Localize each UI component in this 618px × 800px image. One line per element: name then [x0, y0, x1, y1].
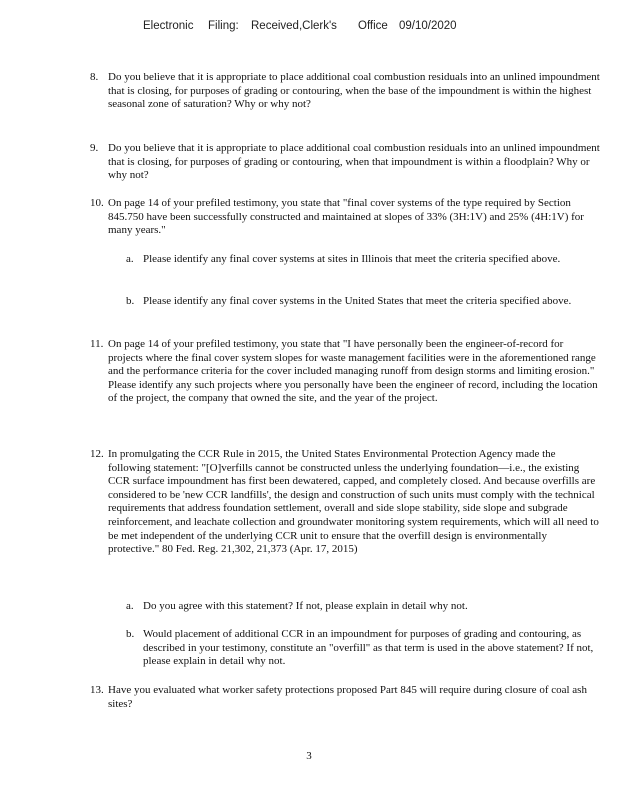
question-9 — [90, 142, 600, 183]
header-office: Office — [358, 20, 388, 32]
question-10-sub-a — [126, 253, 596, 267]
subquestion-text: Would placement of additional CCR in an impoundment for purposes of grading and contouring, as described in your testimony, constitute an "overfill" as that term is used in the above statement? If not, please explain in detail why not. — [143, 628, 594, 668]
page-number: 3 — [306, 750, 312, 762]
subquestion-letter: a. — [126, 600, 134, 612]
question-12 — [90, 448, 600, 557]
question-text: Have you evaluated what worker safety protections proposed Part 845 will require during closure of coal ash sites? — [108, 684, 587, 710]
header-date: 09/10/2020 — [399, 20, 457, 32]
question-text: On page 14 of your prefiled testimony, you state that "I have personally been the engineer-of-record for projects where the final cover system slopes for waste management facilities were in the aforementioned range and the performance criteria for the cover included managing runoff from design storms and limiting erosion." Please identify any such projects where you personally have been the engineer of record, including the location of the project, the company that owned the site, and the year of the project. — [108, 338, 598, 405]
subquestion-text: Please identify any final cover systems in the United States that meet the criteria specified above. — [143, 295, 572, 307]
question-number: 12. — [90, 448, 104, 460]
question-text: On page 14 of your prefiled testimony, you state that "final cover systems of the type required by Section 845.750 have been successfully constructed and maintained at slopes of 33% (3H:1V) and 25% (4H:1V) for many years." — [108, 197, 584, 237]
question-number: 8. — [90, 71, 99, 83]
question-10-sub-b — [126, 295, 596, 309]
question-12-sub-b — [126, 628, 596, 669]
header-filing: Filing: — [208, 20, 239, 32]
question-13 — [90, 684, 600, 711]
question-8 — [90, 71, 600, 112]
question-number: 9. — [90, 142, 99, 154]
subquestion-letter: a. — [126, 253, 134, 265]
header-received: Received,Clerk's — [251, 20, 337, 32]
subquestion-letter: b. — [126, 295, 135, 307]
subquestion-text: Please identify any final cover systems at sites in Illinois that meet the criteria specified above. — [143, 253, 561, 265]
question-number: 13. — [90, 684, 104, 696]
question-number: 11. — [90, 338, 104, 350]
question-text: In promulgating the CCR Rule in 2015, the United States Environmental Protection Agency made the following statement: "[O]verfills cannot be constructed unless the underlying foundation—i.e., the existing CCR surface impoundment has first been dewatered, capped, and completely closed. And because overfills are considered to be 'new CCR landfills', the design and construction of such units must comply with the technical requirements that address foundation settlement, overall and side slope stability, side slope and subgrade reinforcement, and leachate collection and groundwater monitoring system requirements, which will all need to be met independent of the underlying CCR unit to ensure that the overfill design is environmentally protective." 80 Fed. Reg. 21,302, 21,373 (Apr. 17, 2015) — [108, 448, 599, 556]
question-text: Do you believe that it is appropriate to place additional coal combustion residuals into an unlined impoundment that is closing, for purposes of grading or contouring, when the base of the impoundment is within the highest seasonal zone of saturation? Why or why not? — [108, 71, 600, 111]
question-text: Do you believe that it is appropriate to place additional coal combustion residuals into an unlined impoundment that is closing, for purposes of grading or contouring, when that impoundment is within a floodplain? Why or why not? — [108, 142, 600, 182]
question-number: 10. — [90, 197, 104, 209]
question-11 — [90, 338, 600, 406]
question-10 — [90, 197, 600, 238]
subquestion-letter: b. — [126, 628, 135, 640]
header-electronic: Electronic — [143, 20, 194, 32]
subquestion-text: Do you agree with this statement? If not, please explain in detail why not. — [143, 600, 468, 612]
question-12-sub-a — [126, 600, 596, 614]
